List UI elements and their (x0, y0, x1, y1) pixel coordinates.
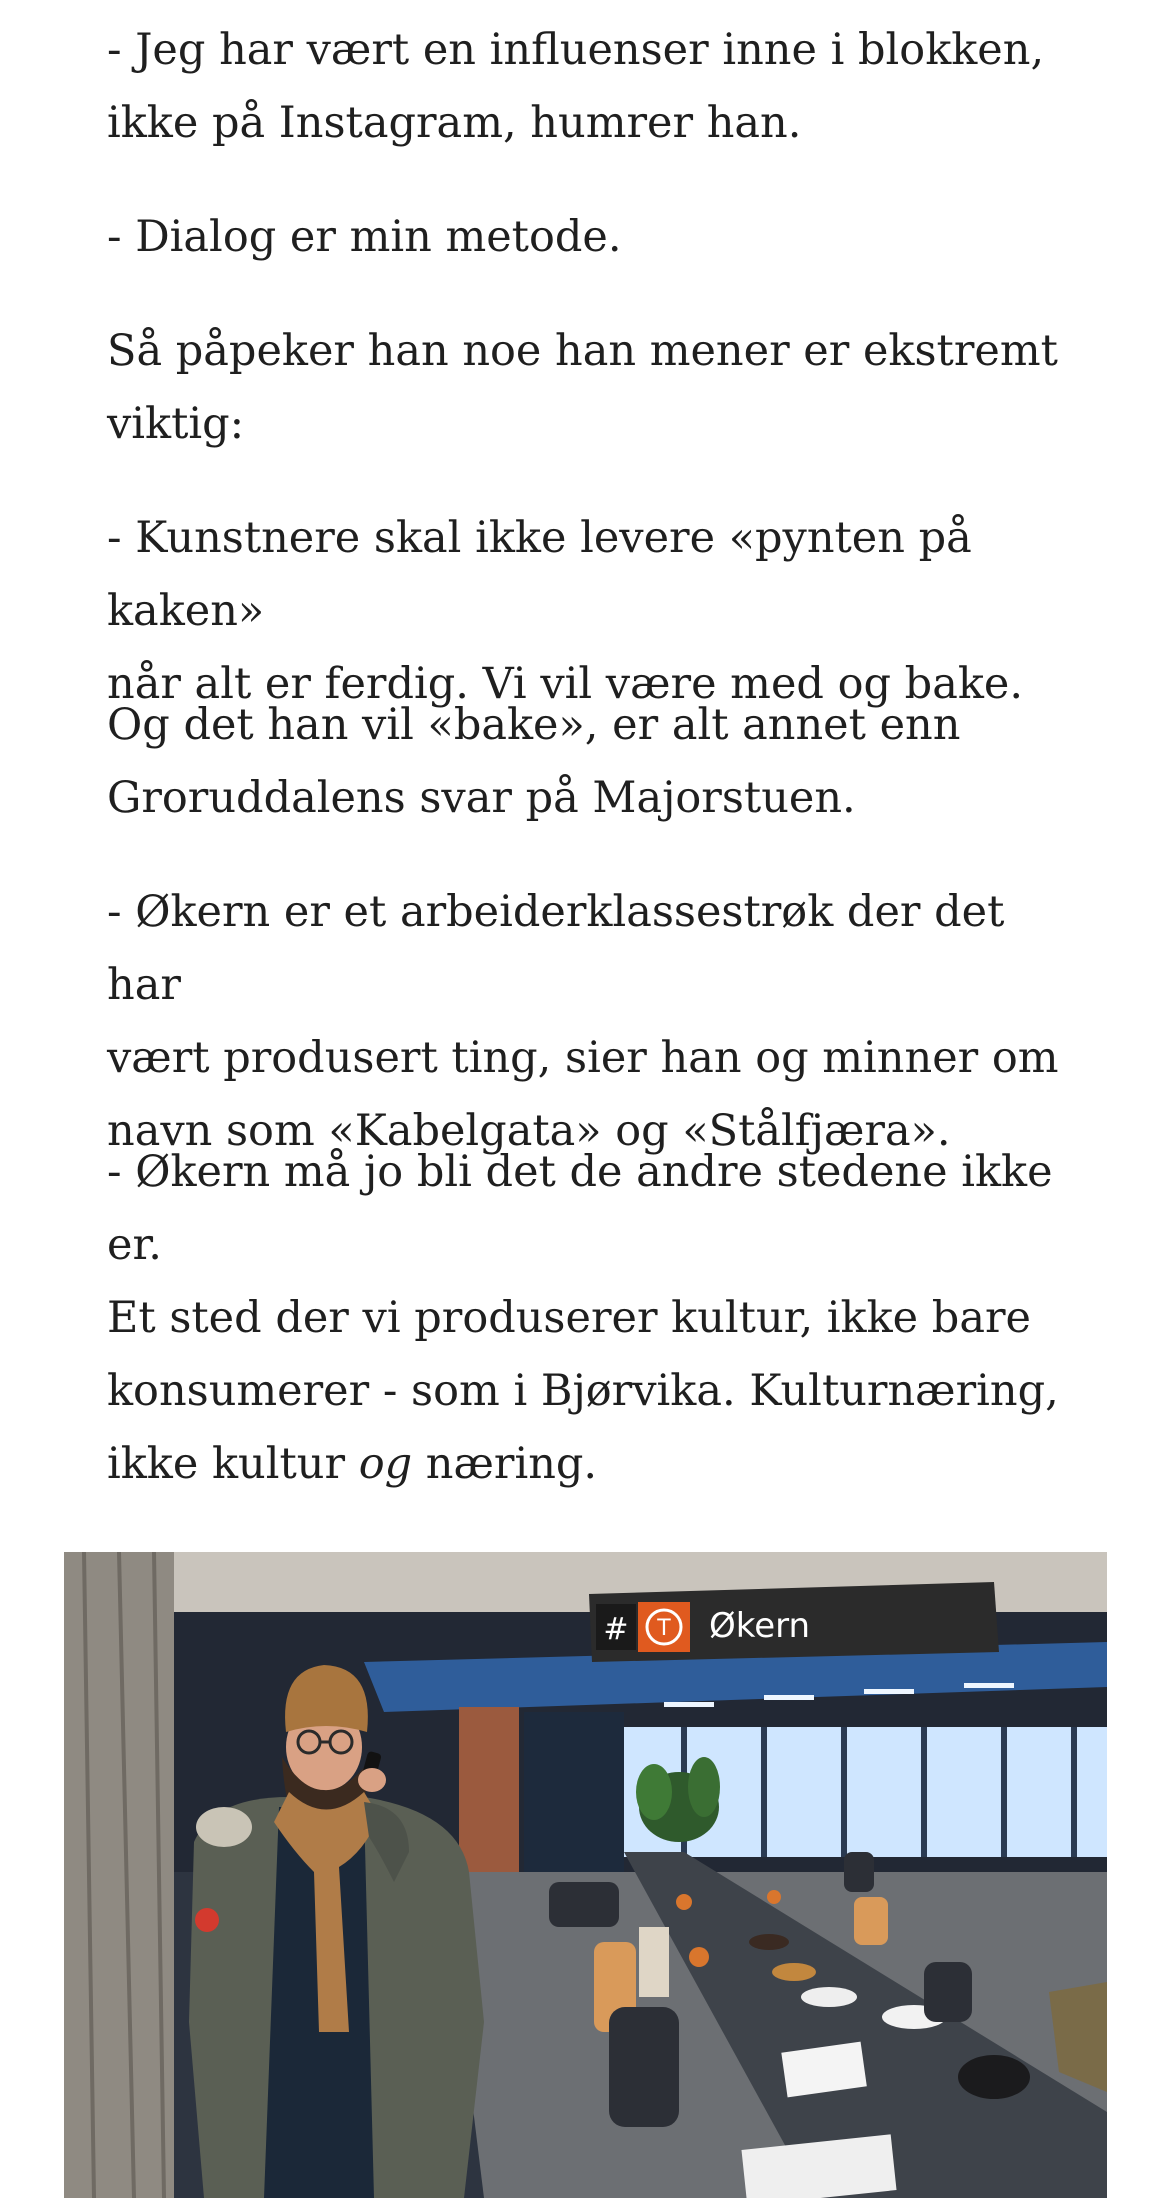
paragraph-line: når alt er ferdig. Vi vil være med og bake. (107, 659, 1024, 709)
paragraph-kulturnaering (107, 1136, 1077, 1501)
emphasis-text: og (358, 1439, 413, 1489)
line-text-after: næring. (412, 1439, 598, 1489)
station-sign (589, 1582, 999, 1662)
chair-dark (609, 2007, 679, 2127)
paragraph-influenser (107, 14, 1077, 160)
paragraph-line: Et sted der vi produserer kultur, ikke bare (107, 1293, 1031, 1343)
paragraph-line: Og det han vil «bake», er alt annet enn (107, 700, 961, 750)
metro-symbol: T (657, 1616, 671, 1641)
radiator (639, 1927, 669, 1997)
sign-station-name: Økern (709, 1606, 811, 1646)
paragraph-bake (107, 689, 1077, 835)
paragraph-line: - Dialog er min metode. (107, 212, 622, 262)
chair-dark (844, 1852, 874, 1892)
paragraph-line-with-emphasis (107, 1439, 597, 1489)
chair-wood (854, 1897, 888, 1945)
paragraph-viktig (107, 315, 1077, 461)
paragraph-line: konsumerer - som i Bjørvika. Kulturnæring, (107, 1366, 1059, 1416)
paragraph-line: navn som «Kabelgata» og «Stålfjæra». (107, 1106, 951, 1156)
paragraph-line: - Økern må jo bli det de andre stedene ikke er. (107, 1147, 1053, 1270)
paragraph-arbeiderklasse (107, 876, 1077, 1168)
sign-hash: # (603, 1612, 629, 1647)
paragraph-line: viktig: (107, 399, 245, 449)
paragraph-line: Så påpeker han noe han mener er ekstremt (107, 326, 1058, 376)
paragraph-line: ikke på Instagram, humrer han. (107, 98, 802, 148)
paragraph-line: - Jeg har vært en influenser inne i blokken, (107, 25, 1045, 75)
photo-illustration (64, 1552, 1107, 2198)
paragraph-line: - Kunstnere skal ikke levere «pynten på kaken» (107, 513, 972, 636)
paragraph-line: - Økern er et arbeiderklassestrøk der det har (107, 887, 1005, 1010)
article-photo[interactable] (64, 1552, 1107, 2198)
chair-dark (924, 1962, 972, 2022)
paragraph-line: vært produsert ting, sier han og minner om (107, 1033, 1059, 1083)
chair-dark (549, 1882, 619, 1927)
line-text-before: ikke kultur (107, 1439, 359, 1489)
paragraph-line: Groruddalens svar på Majorstuen. (107, 773, 856, 823)
paragraph-dialog (107, 201, 1077, 274)
